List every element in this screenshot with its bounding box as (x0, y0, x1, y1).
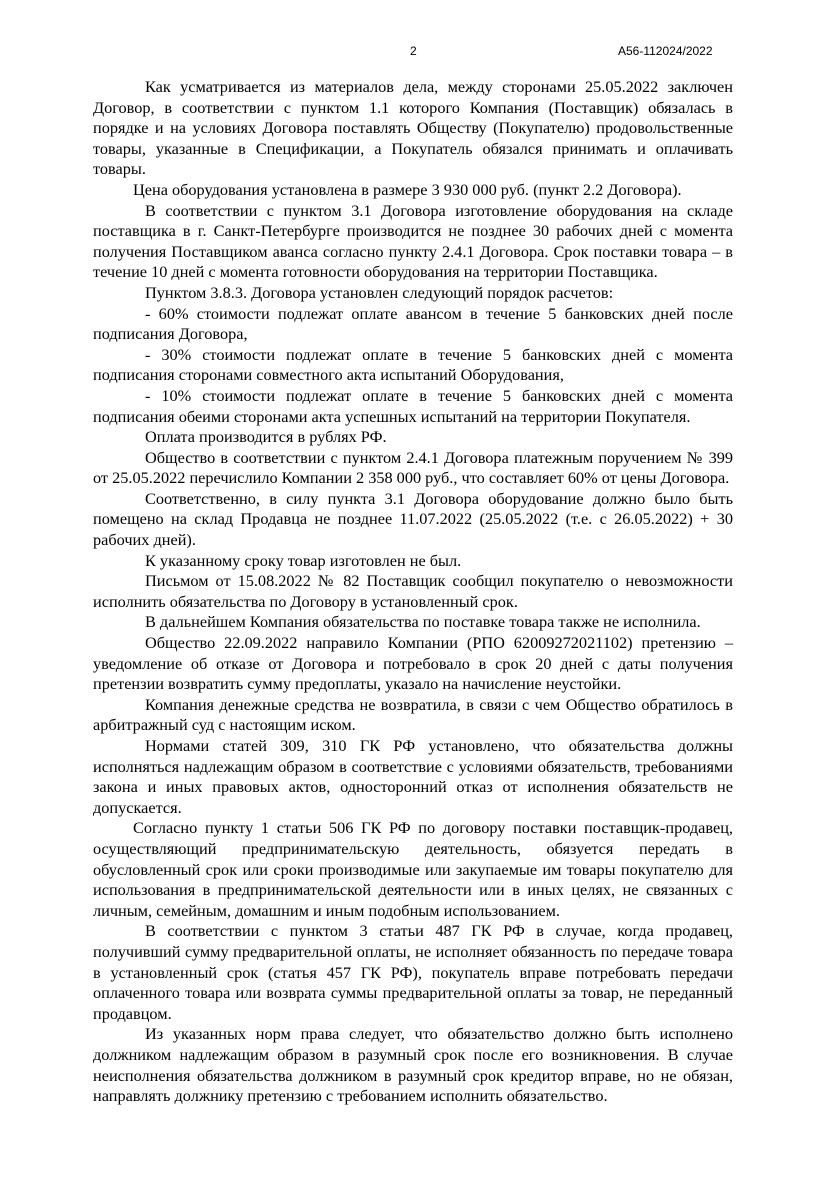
paragraph: Письмом от 15.08.2022 № 82 Поставщик сообщил покупателю о невозможности исполнить обязательства по Договору в установленный срок. (93, 571, 733, 611)
paragraph: Общество 22.09.2022 направило Компании (РПО 62009272021102) претензию – уведомление об отказе от Договора и потребовало в срок 20 дней с даты получения претензии возвратить сумму предоплаты, указало на начисление неустойки. (93, 633, 733, 694)
paragraph: В дальнейшем Компания обязательства по поставке товара также не исполнила. (145, 612, 701, 632)
paragraph: - 10% стоимости подлежат оплате в течение 5 банковских дней с момента подписания обеими сторонами акта успешных испытаний на территории Покупателя. (93, 385, 733, 426)
paragraph: - 30% стоимости подлежат оплате в течение 5 банковских дней с момента подписания сторонами совместного акта испытаний Оборудования, (93, 344, 733, 385)
paragraph: Общество в соответствии с пунктом 2.4.1 Договора платежным поручением № 399 от 25.05.2022 перечислило Компании 2 358 000 руб., что составляет 60% от цены Договора. (93, 447, 733, 488)
paragraph: Соответственно, в силу пункта 3.1 Договора оборудование должно было быть помещено на склад Продавца не позднее 11.07.2022 (25.05.2022 (т.е. с 26.05.2022) + 30 рабочих дней). (93, 488, 733, 550)
paragraph: К указанному сроку товар изготовлен не был. (145, 550, 462, 570)
paragraph: Пунктом 3.8.3. Договора установлен следующий порядок расчетов: (145, 282, 614, 302)
paragraph: Компания денежные средства не возвратила, в связи с чем Общество обратилось в арбитражный суд с настоящим иском. (93, 694, 733, 735)
paragraph: В соответствии с пунктом 3.1 Договора изготовление оборудования на складе поставщика в г. Санкт-Петербурге производится не позднее 30 рабочих дней с момента получения Поставщиком аванса согласно пункту 2.4.1 Договора. Срок поставки товара – в течение 10 дней с момента готовности оборудования на территории Поставщика. (93, 200, 733, 282)
paragraph: Оплата производится в рублях РФ. (145, 427, 387, 447)
paragraph: - 60% стоимости подлежат оплате авансом в течение 5 банковских дней после подписания Договора, (93, 303, 733, 344)
case-number: А56-112024/2022 (618, 44, 713, 58)
paragraph: В соответствии с пунктом 3 статьи 487 ГК РФ в случае, когда продавец, получивший сумму предварительной оплаты, не исполняет обязанность по передаче товара в установленный срок (статья 457 ГК РФ), покупатель вправе потребовать передачи оплаченного товара или возврата суммы предварительной оплаты за товар, не переданный продавцом. (93, 921, 733, 1023)
paragraph: Нормами статей 309, 310 ГК РФ установлено, что обязательства должны исполняться надлежащим образом в соответствие с условиями обязательств, требованиями закона и иных правовых актов, односторонний отказ от исполнения обязательств не допускается. (93, 736, 733, 817)
paragraph: Цена оборудования установлена в размере 3 930 000 руб. (пункт 2.2 Договора). (133, 179, 682, 199)
document-body (93, 77, 733, 1107)
page-header (0, 44, 828, 64)
paragraph: Как усматривается из материалов дела, между сторонами 25.05.2022 заключен Договор, в соответствии с пунктом 1.1 которого Компания (Поставщик) обязалась в порядке и на условиях Договора поставлять Обществу (Покупателю) продовольственные товары, указанные в Спецификации, а Покупатель обязался принимать и оплачивать товары. (93, 77, 733, 179)
page-number: 2 (410, 44, 417, 58)
paragraph: Согласно пункту 1 статьи 506 ГК РФ по договору поставки поставщик-продавец, осуществляющий предпринимательскую деятельность, обязуется передать в обусловленный срок или сроки производимые или закупаемые им товары покупателю для использования в предпринимательской деятельности или в иных целях, не связанных с личным, семейным, домашним и иным подобным использованием. (93, 818, 733, 920)
paragraph: Из указанных норм права следует, что обязательство должно быть исполнено должником надлежащим образом в разумный срок после его возникновения. В случае неисполнения обязательства должником в разумный срок кредитор вправе, но не обязан, направлять должнику претензию с требованием исполнить обязательство. (93, 1024, 733, 1106)
